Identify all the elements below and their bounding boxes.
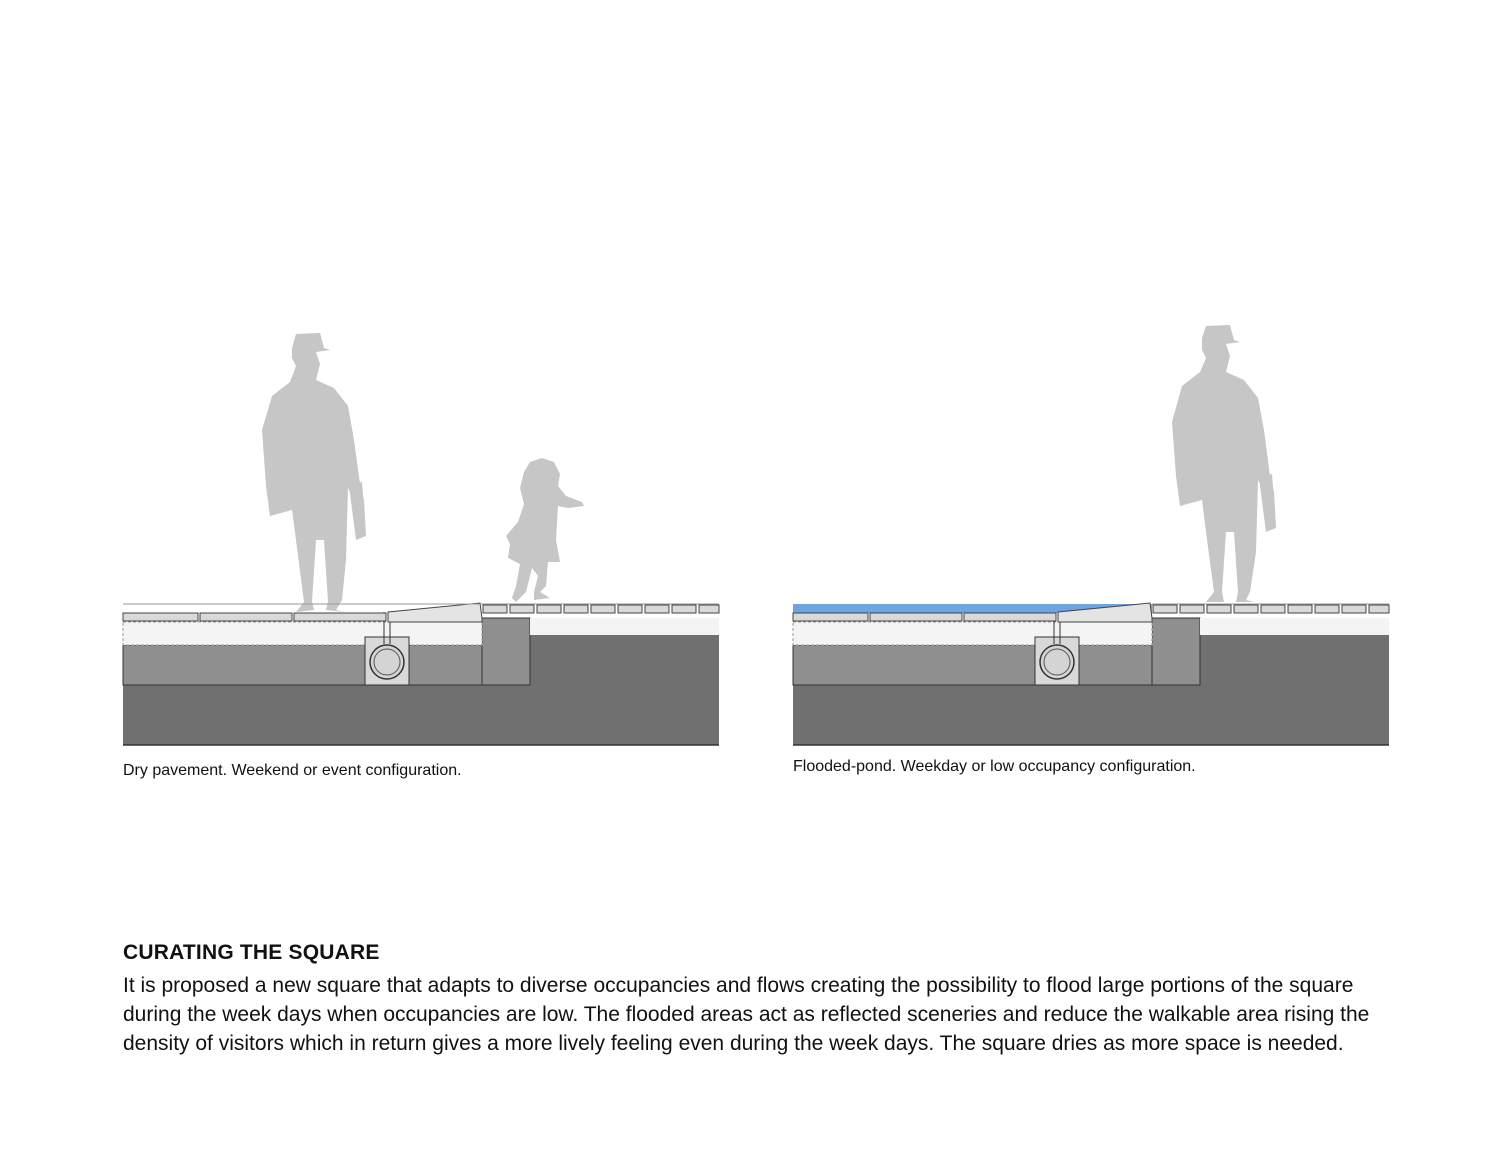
section-drawing-flooded bbox=[790, 300, 1390, 760]
child-silhouette bbox=[506, 458, 584, 602]
raised-base-block bbox=[1152, 618, 1200, 685]
section-drawing-dry bbox=[120, 300, 720, 760]
description-block bbox=[123, 941, 1403, 1058]
adult-silhouette bbox=[1172, 325, 1276, 602]
upper-bedding-layer bbox=[1200, 618, 1389, 635]
section-dry-pavement bbox=[120, 300, 720, 760]
caption-flooded-pond: Flooded-pond. Weekday or low occupancy configuration. bbox=[793, 758, 1196, 775]
paving-upper bbox=[483, 605, 719, 613]
raised-base-block bbox=[482, 618, 530, 685]
base-layer bbox=[123, 645, 530, 685]
paving-lower bbox=[123, 613, 386, 621]
bedding-layer bbox=[123, 622, 482, 645]
description-paragraph: It is proposed a new square that adapts to diverse occupancies and flows creating the possibility to flood large portions of the square during the week days when occupancies are low. The flooded areas act as reflected sceneries and reduce the walkable area rising the density of visitors which in return gives a more lively feeling even during the week days. The square dries as more space is needed. bbox=[123, 974, 1370, 1055]
upper-bedding-layer bbox=[530, 618, 719, 635]
bedding-layer bbox=[793, 622, 1152, 645]
paving-upper bbox=[1153, 605, 1389, 613]
ramp-slab bbox=[388, 603, 482, 622]
caption-dry-pavement: Dry pavement. Weekend or event configuration. bbox=[123, 762, 462, 779]
section-flooded-pond bbox=[790, 300, 1390, 760]
paving-lower bbox=[793, 613, 1056, 621]
section-heading: CURATING THE SQUARE bbox=[123, 941, 380, 964]
adult-silhouette bbox=[262, 333, 366, 612]
base-layer bbox=[793, 645, 1200, 685]
